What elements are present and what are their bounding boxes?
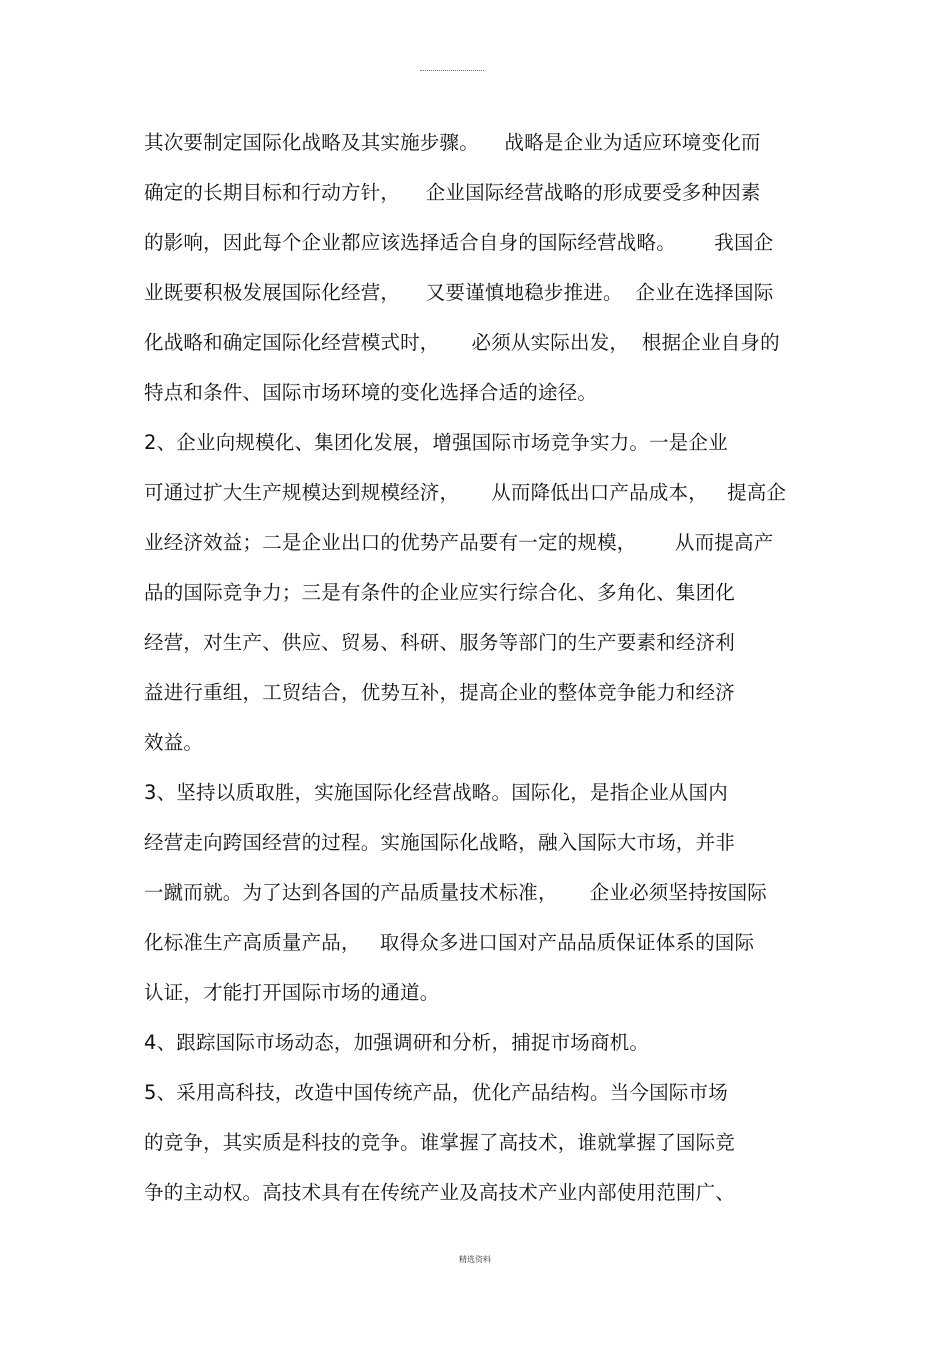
text-line: 其次要制定国际化战略及其实施步骤。 战略是企业为适应环境变化而 — [144, 131, 761, 154]
text-line: 2、企业向规模化、集团化发展，增强国际市场竞争实力。一是企业 — [144, 431, 728, 454]
text-line: 品的国际竞争力；三是有条件的企业应实行综合化、多角化、集团化 — [144, 581, 736, 604]
text-line: 5、采用高科技，改造中国传统产品，优化产品结构。当今国际市场 — [144, 1081, 728, 1104]
text-line: 特点和条件、国际市场环境的变化选择合适的途径。 — [144, 381, 598, 404]
text-line: 的竞争，其实质是科技的竞争。谁掌握了高技术，谁就掌握了国际竞 — [144, 1131, 736, 1154]
text-line: 经营走向跨国经营的过程。实施国际化战略，融入国际大市场，并非 — [144, 831, 736, 854]
text-line: 化标准生产高质量产品， 取得众多进口国对产品品质保证体系的国际 — [144, 931, 755, 954]
text-line: 3、坚持以质取胜，实施国际化经营战略。国际化，是指企业从国内 — [144, 781, 728, 804]
page-footer: 精选资料 — [459, 1255, 491, 1264]
text-line: 业经济效益；二是企业出口的优势产品要有一定的规模， 从而提高产 — [144, 531, 774, 554]
text-line: 效益。 — [144, 731, 204, 754]
text-line: 认证，才能打开国际市场的通道。 — [144, 981, 440, 1004]
text-line: 可通过扩大生产规模达到规模经济， 从而降低出口产品成本， 提高企 — [144, 481, 787, 504]
text-line: 确定的长期目标和行动方针， 企业国际经营战略的形成要受多种因素 — [144, 181, 761, 204]
text-line: 的影响，因此每个企业都应该选择适合自身的国际经营战略。 我国企 — [144, 231, 774, 254]
document-body — [144, 118, 824, 1218]
text-line: 一蹴而就。为了达到各国的产品质量技术标准， 企业必须坚持按国际 — [144, 881, 767, 904]
text-line: 4、跟踪国际市场动态，加强调研和分析，捕捉市场商机。 — [144, 1031, 650, 1054]
text-line: 益进行重组，工贸结合，优势互补，提高企业的整体竞争能力和经济 — [144, 681, 736, 704]
text-line: 经营，对生产、供应、贸易、科研、服务等部门的生产要素和经济利 — [144, 631, 736, 654]
text-line: 争的主动权。高技术具有在传统产业及高技术产业内部使用范围广、 — [144, 1181, 736, 1204]
text-line: 化战略和确定国际化经营模式时， 必须从实际出发， 根据企业自身的 — [144, 331, 780, 354]
header-divider — [420, 70, 484, 71]
text-line: 业既要积极发展国际化经营， 又要谨慎地稳步推进。 企业在选择国际 — [144, 281, 774, 304]
